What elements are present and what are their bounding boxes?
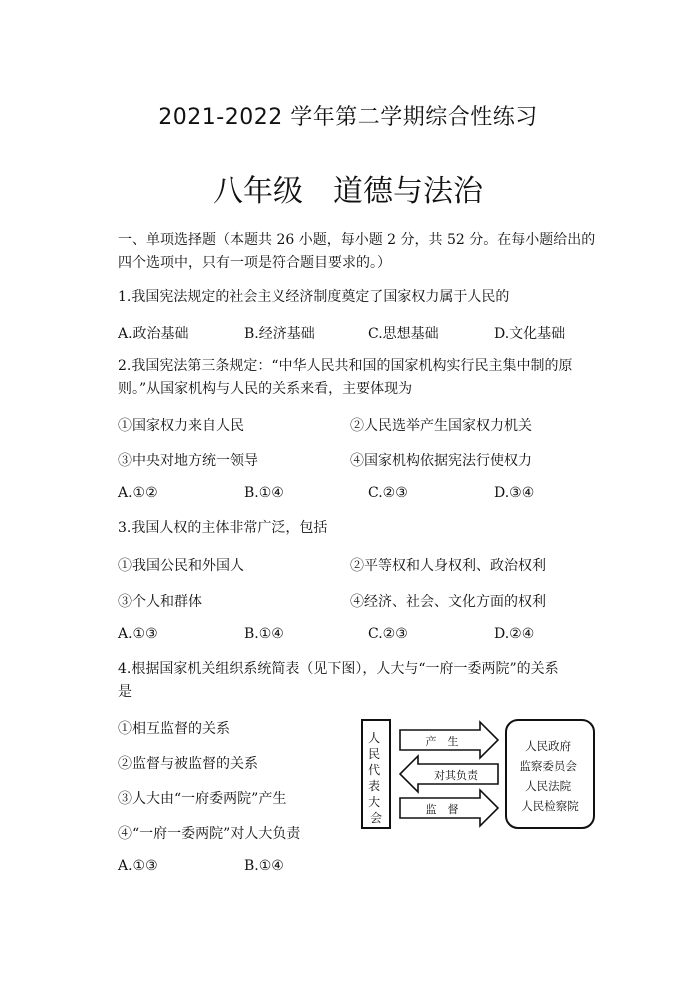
organ-court: 人民法院 [525, 779, 572, 793]
q1-option-b: B.经济基础 [244, 326, 315, 342]
q4-item-2: ②监督与被监督的关系 [118, 756, 258, 772]
q4-option-b: B.①④ [244, 858, 284, 874]
q3-item-2: ②平等权和人身权利、政治权利 [350, 558, 546, 574]
q2-item-1: ①国家权力来自人民 [118, 418, 244, 434]
q3-option-d: D.②④ [494, 626, 535, 642]
q3-item-1: ①我国公民和外国人 [118, 558, 244, 574]
q2-option-c: C.②③ [368, 485, 408, 501]
q3-option-b: B.①④ [244, 626, 284, 642]
q3-item-4: ④经济、社会、文化方面的权利 [350, 594, 546, 610]
arrow-responsible-label: 对其负责 [434, 769, 478, 782]
q2-option-b: B.①④ [244, 485, 284, 501]
q1-option-a: A.政治基础 [118, 326, 189, 342]
q3-item-3: ③个人和群体 [118, 594, 202, 610]
organ-government: 人民政府 [525, 739, 572, 753]
q2-item-3: ③中央对地方统一领导 [118, 453, 258, 469]
q4-item-1: ①相互监督的关系 [118, 721, 230, 737]
state-organs-diagram [358, 714, 598, 832]
npc-char-1: 人 [368, 731, 381, 745]
npc-char-4: 表 [368, 779, 381, 793]
npc-char-3: 代 [368, 763, 381, 777]
q4-item-3: ③人大由“一府委两院”产生 [118, 791, 287, 807]
q3-option-c: C.②③ [368, 626, 408, 642]
section-instruction-line1: 一、单项选择题（本题共 26 小题，每小题 2 分，共 52 分。在每小题给出的 [118, 232, 596, 248]
page-subtitle: 八年级 道德与法治 [213, 174, 483, 209]
section-instruction-line2: 四个选项中，只有一项是符合题目要求的。） [118, 255, 391, 271]
q2-option-d: D.③④ [494, 485, 535, 501]
q1-option-d: D.文化基础 [494, 326, 566, 342]
organ-procuratorate: 人民检察院 [521, 799, 579, 813]
q4-stem-line2: 是 [118, 684, 132, 700]
q2-stem-line1: 2.我国宪法第三条规定：“中华人民共和国的国家机构实行民主集中制的原 [118, 358, 573, 374]
q2-item-2: ②人民选举产生国家权力机关 [350, 418, 532, 434]
page-title: 2021-2022 学年第二学期综合性练习 [158, 105, 538, 130]
npc-char-2: 民 [368, 747, 381, 761]
q4-item-4: ④“一府一委两院”对人大负责 [118, 826, 301, 842]
q1-stem: 1.我国宪法规定的社会主义经济制度奠定了国家权力属于人民的 [118, 289, 510, 305]
q4-option-a: A.①③ [118, 858, 158, 874]
q4-stem-line1: 4.根据国家机关组织系统简表（见下图），人大与“一府一委两院”的关系 [118, 661, 559, 677]
q1-option-c: C.思想基础 [368, 326, 439, 342]
q2-item-4: ④国家机构依据宪法行使权力 [350, 453, 532, 469]
npc-char-5: 大 [368, 795, 381, 809]
npc-char-6: 会 [369, 811, 383, 825]
organ-supervisory: 监察委员会 [519, 759, 577, 773]
q2-stem-line2: 则。”从国家机构与人民的关系来看，主要体现为 [118, 381, 413, 397]
arrow-produce-label: 产 生 [425, 735, 459, 748]
q3-stem: 3.我国人权的主体非常广泛，包括 [118, 520, 328, 536]
q3-option-a: A.①③ [118, 626, 158, 642]
q2-option-a: A.①② [118, 485, 158, 501]
arrow-supervise-label: 监 督 [425, 803, 459, 816]
